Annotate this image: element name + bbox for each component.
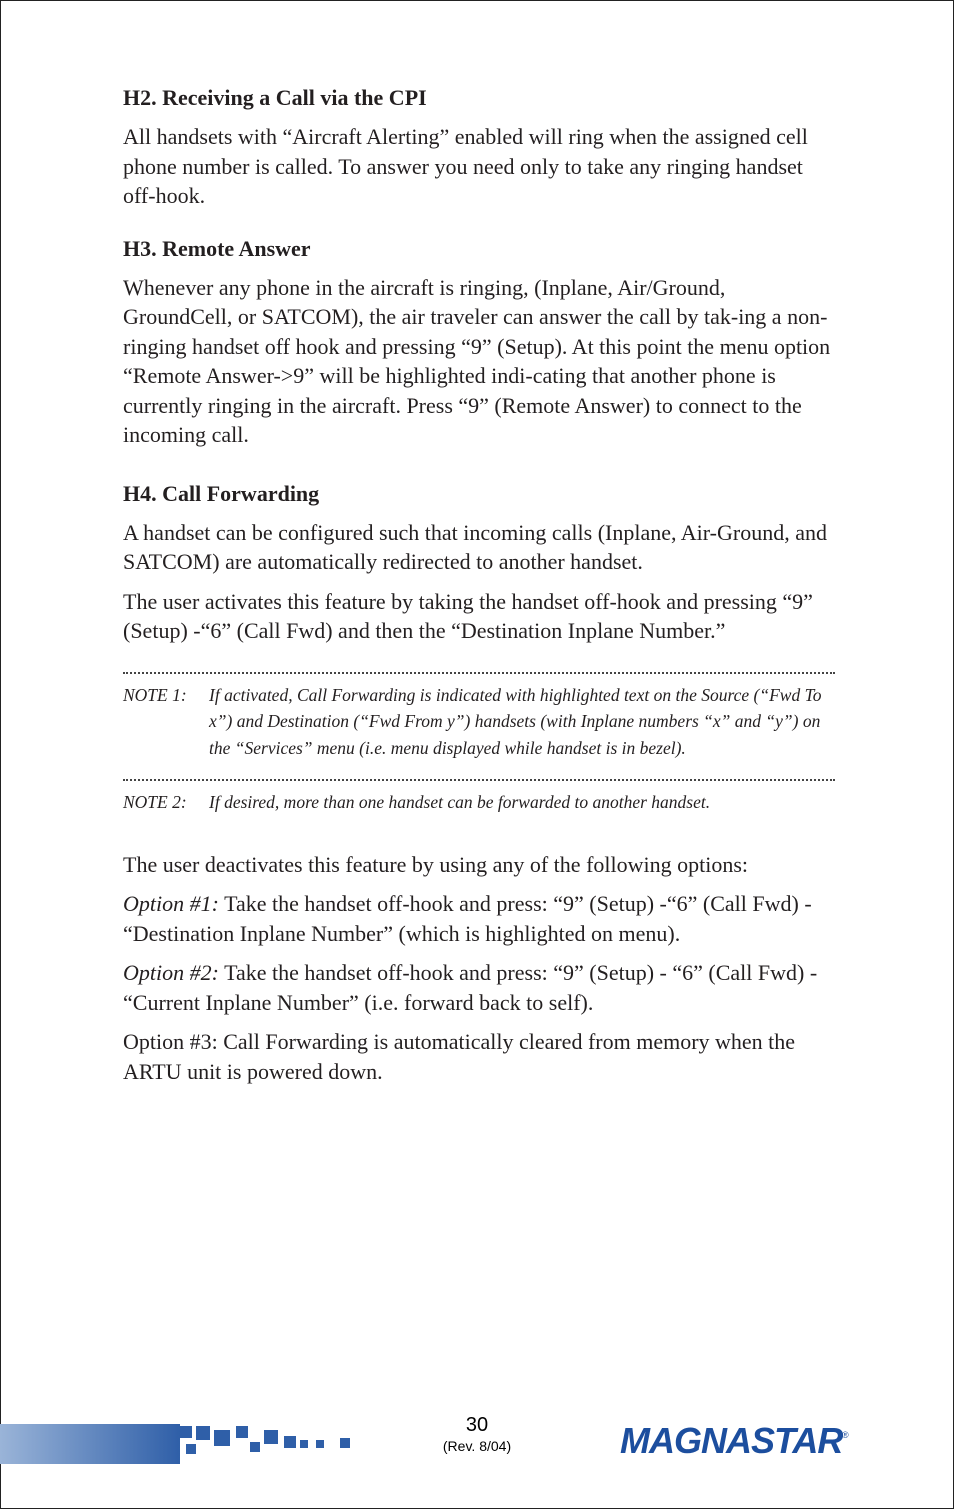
option-label: Option #2: [123,960,219,985]
magnastar-logo: MAGNASTAR [620,1420,843,1461]
page-footer [0,1400,954,1500]
document-body [123,84,835,1096]
note-text: If desired, more than one handset can be forwarded to another handset. [209,792,711,812]
section-h3-paragraph: Whenever any phone in the aircraft is ringing, (Inplane, Air/Ground, GroundCell, or SATCOM), the air traveler can answer the call by tak-ing a non-ringing handset off hook and pressing “9” (Setup). At this point the menu option “Remote Answer->9” will be highlighted indi-cating that another phone is currently ringing in the aircraft. Press “9” (Remote Answer) to connect to the incoming call. [123,274,831,447]
option-text: Take the handset off-hook and press: “9” (Setup) - “6” (Call Fwd) - “Current Inplane Number” (i.e. forward back to self). [123,960,818,1015]
revision-label: (Rev. 8/04) [442,1438,512,1454]
page-number: 30 [465,1414,489,1436]
note-2 [123,789,835,816]
deactivate-intro: The user deactivates this feature by using any of the following options: [123,851,749,877]
section-heading-h3: H3. Remote Answer [123,235,311,261]
option-2 [123,958,835,1017]
note-label: NOTE 1: [123,684,187,705]
dotted-divider [123,779,835,781]
option-1 [123,889,835,948]
section-h4-paragraph-1: A handset can be configured such that incoming calls (Inplane, Air-Ground, and SATCOM) are automatically redirected to another handset. [123,519,827,574]
section-h4-paragraph-2: The user activates this feature by taking the handset off-hook and pressing “9” (Setup) -“6” (Call Fwd) and then the “Destination Inplane Number.” [123,588,813,643]
registered-mark: ® [842,1430,849,1440]
note-1 [123,682,835,762]
option-3: Option #3: Call Forwarding is automatically cleared from memory when the ARTU unit is powered down. [123,1029,796,1084]
note-label: NOTE 2: [123,792,187,812]
section-h2-paragraph: All handsets with “Aircraft Alerting” enabled will ring when the assigned cell phone number is called. To answer you need only to take any ringing handset off-hook. [123,124,808,208]
section-heading-h4: H4. Call Forwarding [123,480,320,506]
option-label: Option #1: [123,891,219,916]
section-heading-h2: H2. Receiving a Call via the CPI [123,85,427,110]
option-text: Take the handset off-hook and press: “9” (Setup) -“6” (Call Fwd) - “Destination Inplane Number” (which is highlighted on menu). [123,891,812,946]
dotted-divider [123,672,835,674]
note-text: If activated, Call Forwarding is indicated with highlighted text on the Source (“Fwd To x”) and Destination (“Fwd From y”) handsets (with Inplane numbers “x” and “y”) on the “Services” menu (i.e. menu displayed while handset is in bezel). [209,684,822,758]
